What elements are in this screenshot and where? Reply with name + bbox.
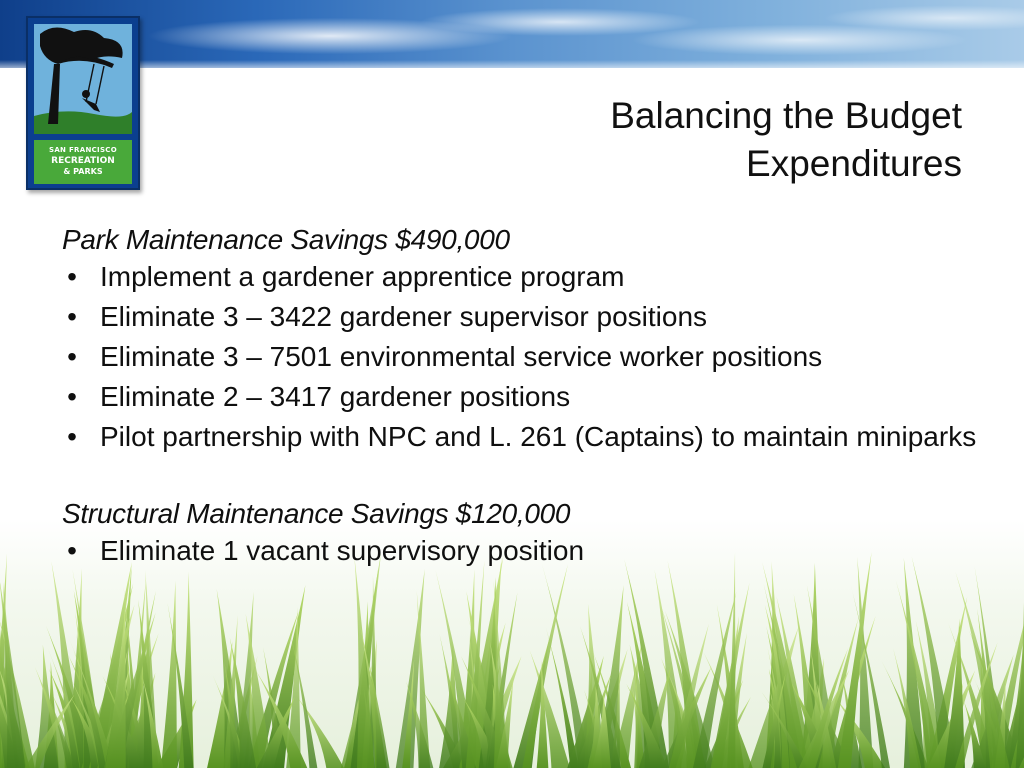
bullet-list <box>62 534 992 568</box>
list-item-text: Eliminate 1 vacant supervisory position <box>100 535 585 566</box>
list-item <box>62 340 992 374</box>
slide-title <box>610 92 962 188</box>
section-structural-maintenance <box>62 494 992 568</box>
bullet-icon: • <box>67 535 77 566</box>
slide-content <box>62 220 992 574</box>
tree-swing-icon <box>34 24 132 134</box>
bullet-icon: • <box>67 261 77 292</box>
list-item <box>62 300 992 334</box>
list-item-text: Eliminate 3 – 7501 environmental service worker positions <box>100 341 823 372</box>
bullet-icon: • <box>67 341 77 372</box>
logo-line-recreation: RECREATION <box>51 156 115 166</box>
section-heading: Structural Maintenance Savings $120,000 <box>62 498 571 529</box>
sky-banner-fade <box>0 60 1024 74</box>
logo-line-parks: & PARKS <box>63 167 103 176</box>
bullet-icon: • <box>67 381 77 412</box>
logo-wordmark <box>34 140 132 184</box>
sf-rec-parks-logo <box>26 16 140 190</box>
list-item <box>62 420 992 454</box>
list-item-text: Eliminate 2 – 3417 gardener positions <box>100 381 571 412</box>
list-item-text: Eliminate 3 – 3422 gardener supervisor positions <box>100 301 708 332</box>
slide-title-line-1: Balancing the Budget <box>610 95 962 136</box>
section-park-maintenance <box>62 220 992 454</box>
bullet-icon: • <box>67 301 77 332</box>
list-item <box>62 534 992 568</box>
section-heading: Park Maintenance Savings $490,000 <box>62 224 510 255</box>
sky-banner <box>0 0 1024 68</box>
bullet-icon: • <box>67 421 77 452</box>
slide-title-line-2: Expenditures <box>746 143 962 184</box>
list-item-text: Pilot partnership with NPC and L. 261 (Captains) to maintain miniparks <box>100 421 977 452</box>
logo-line-city: SAN FRANCISCO <box>49 146 117 154</box>
bullet-list <box>62 260 992 454</box>
list-item <box>62 380 992 414</box>
list-item <box>62 260 992 294</box>
list-item-text: Implement a gardener apprentice program <box>100 261 625 292</box>
